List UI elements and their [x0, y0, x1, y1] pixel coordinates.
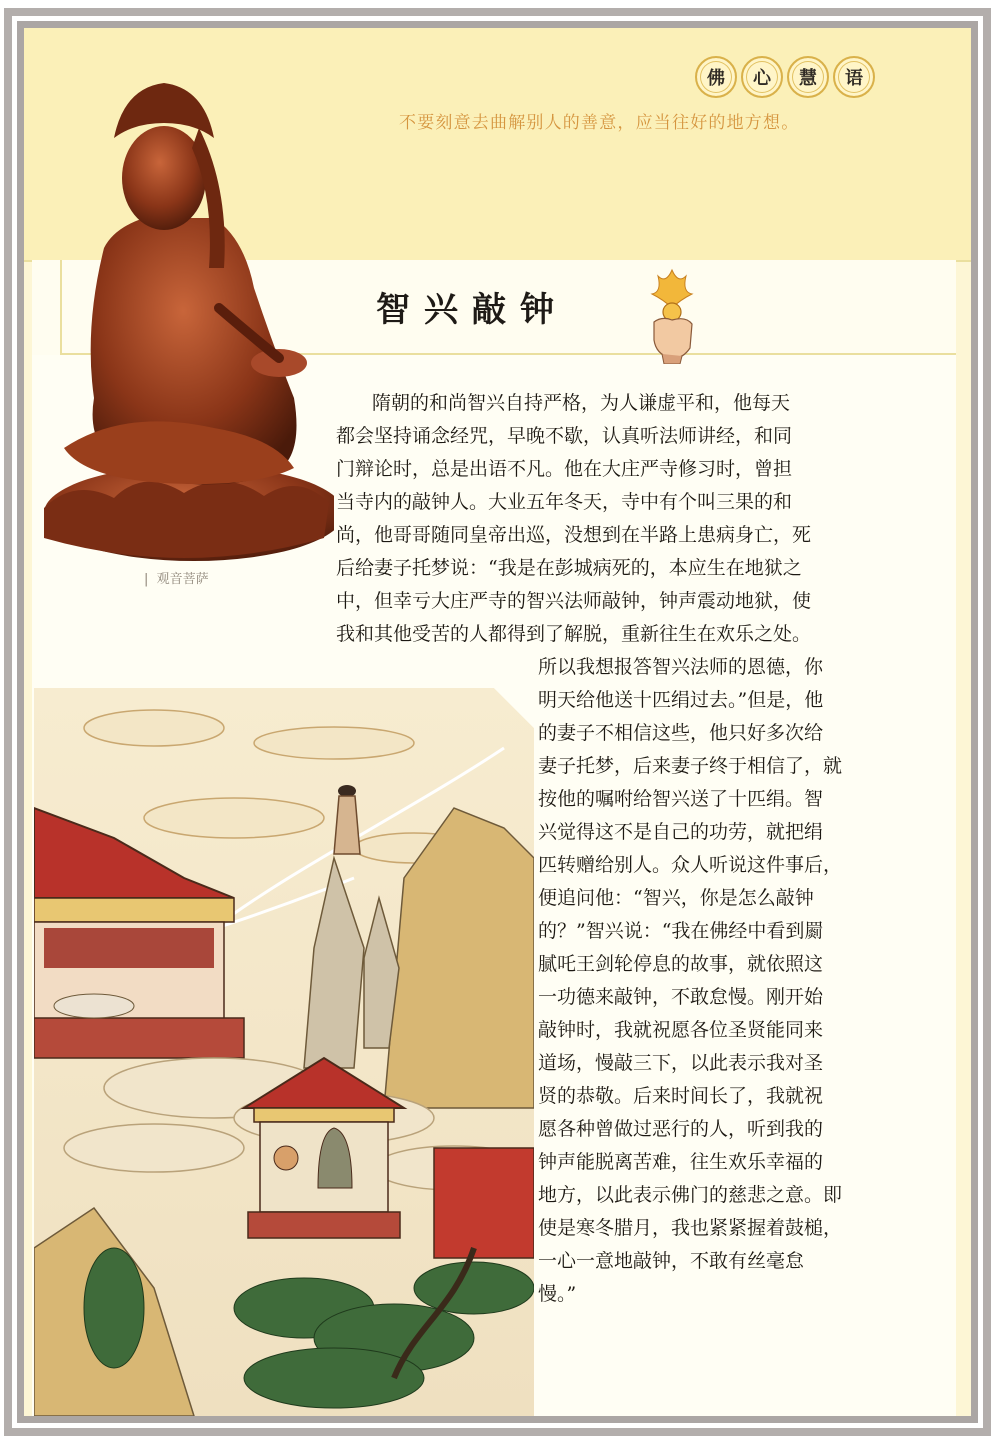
- body-line: 便追问他：“智兴，你是怎么敲钟: [538, 887, 814, 909]
- body-line: 钟声能脱离苦难，往生欢乐幸福的: [538, 1151, 824, 1173]
- body-line: 一心一意地敲钟，不敢有丝毫怠: [538, 1250, 805, 1272]
- body-line: 匹转赠给别人。众人听说这件事后，: [538, 854, 843, 876]
- article-title: 智兴敲钟: [376, 290, 568, 330]
- statue-caption: | 观音菩萨: [144, 572, 209, 587]
- guanyin-statue: [24, 68, 334, 588]
- body-line: 当寺内的敲钟人。大业五年冬天，寺中有个叫三果的和: [336, 491, 793, 513]
- book-page: [24, 28, 971, 1416]
- body-line: 敲钟时，我就祝愿各位圣贤能同来: [538, 1019, 824, 1041]
- body-line: 贤的恭敬。后来时间长了，我就祝: [538, 1085, 824, 1107]
- tag-fo: 佛: [695, 56, 737, 98]
- body-line: 地方，以此表示佛门的慈悲之意。即: [538, 1184, 843, 1206]
- body-line: 的？”智兴说：“我在佛经中看到罽: [538, 920, 824, 942]
- body-line: 隋朝的和尚智兴自持严格，为人谦虚平和，他每天: [372, 392, 791, 414]
- body-line: 使是寒冬腊月，我也紧紧握着鼓槌，: [538, 1217, 843, 1239]
- body-line: 所以我想报答智兴法师的恩德，你: [538, 656, 824, 678]
- body-line: 都会坚持诵念经咒，早晚不歇，认真听法师讲经，和同: [336, 425, 793, 447]
- body-line: 按他的嘱咐给智兴送了十匹绢。智: [538, 788, 824, 810]
- section-tags: [695, 56, 875, 98]
- body-line: 门辩论时，总是出语不凡。他在大庄严寺修习时，曾担: [336, 458, 793, 480]
- body-line: 一功德来敲钟，不敢怠慢。刚开始: [538, 986, 824, 1008]
- body-line: 愿各种曾做过恶行的人，听到我的: [538, 1118, 824, 1140]
- tag-yu: 语: [833, 56, 875, 98]
- body-line: 中，但幸亏大庄严寺的智兴法师敲钟，钟声震动地狱，使: [336, 590, 812, 612]
- illustrated-scene: [34, 688, 534, 1416]
- body-line: 腻吒王剑轮停息的故事，就依照这: [538, 953, 824, 975]
- body-line: 妻子托梦，后来妻子终于相信了，就: [538, 755, 843, 777]
- body-line: 慢。”: [538, 1283, 577, 1305]
- tag-xin: 心: [741, 56, 783, 98]
- body-line: 明天给他送十匹绢过去。”但是，他: [538, 689, 824, 711]
- body-line: 道场，慢敲三下，以此表示我对圣: [538, 1052, 824, 1074]
- body-line: 的妻子不相信这些，他只好多次给: [538, 722, 824, 744]
- body-line: 我和其他受苦的人都得到了解脱，重新往生在欢乐之处。: [336, 623, 812, 645]
- hand-with-lotus-icon: [642, 264, 702, 364]
- body-line: 后给妻子托梦说：“我是在彭城病死的，本应生在地狱之: [336, 557, 802, 579]
- tag-hui: 慧: [787, 56, 829, 98]
- body-line: 兴觉得这不是自己的功劳，就把绢: [538, 821, 824, 843]
- body-line: 尚，他哥哥随同皇帝出巡，没想到在半路上患病身亡，死: [336, 524, 812, 546]
- statue-caption-text: 观音菩萨: [156, 572, 209, 587]
- motto-text: 不要刻意去曲解别人的善意，应当往好的地方想。: [399, 113, 800, 133]
